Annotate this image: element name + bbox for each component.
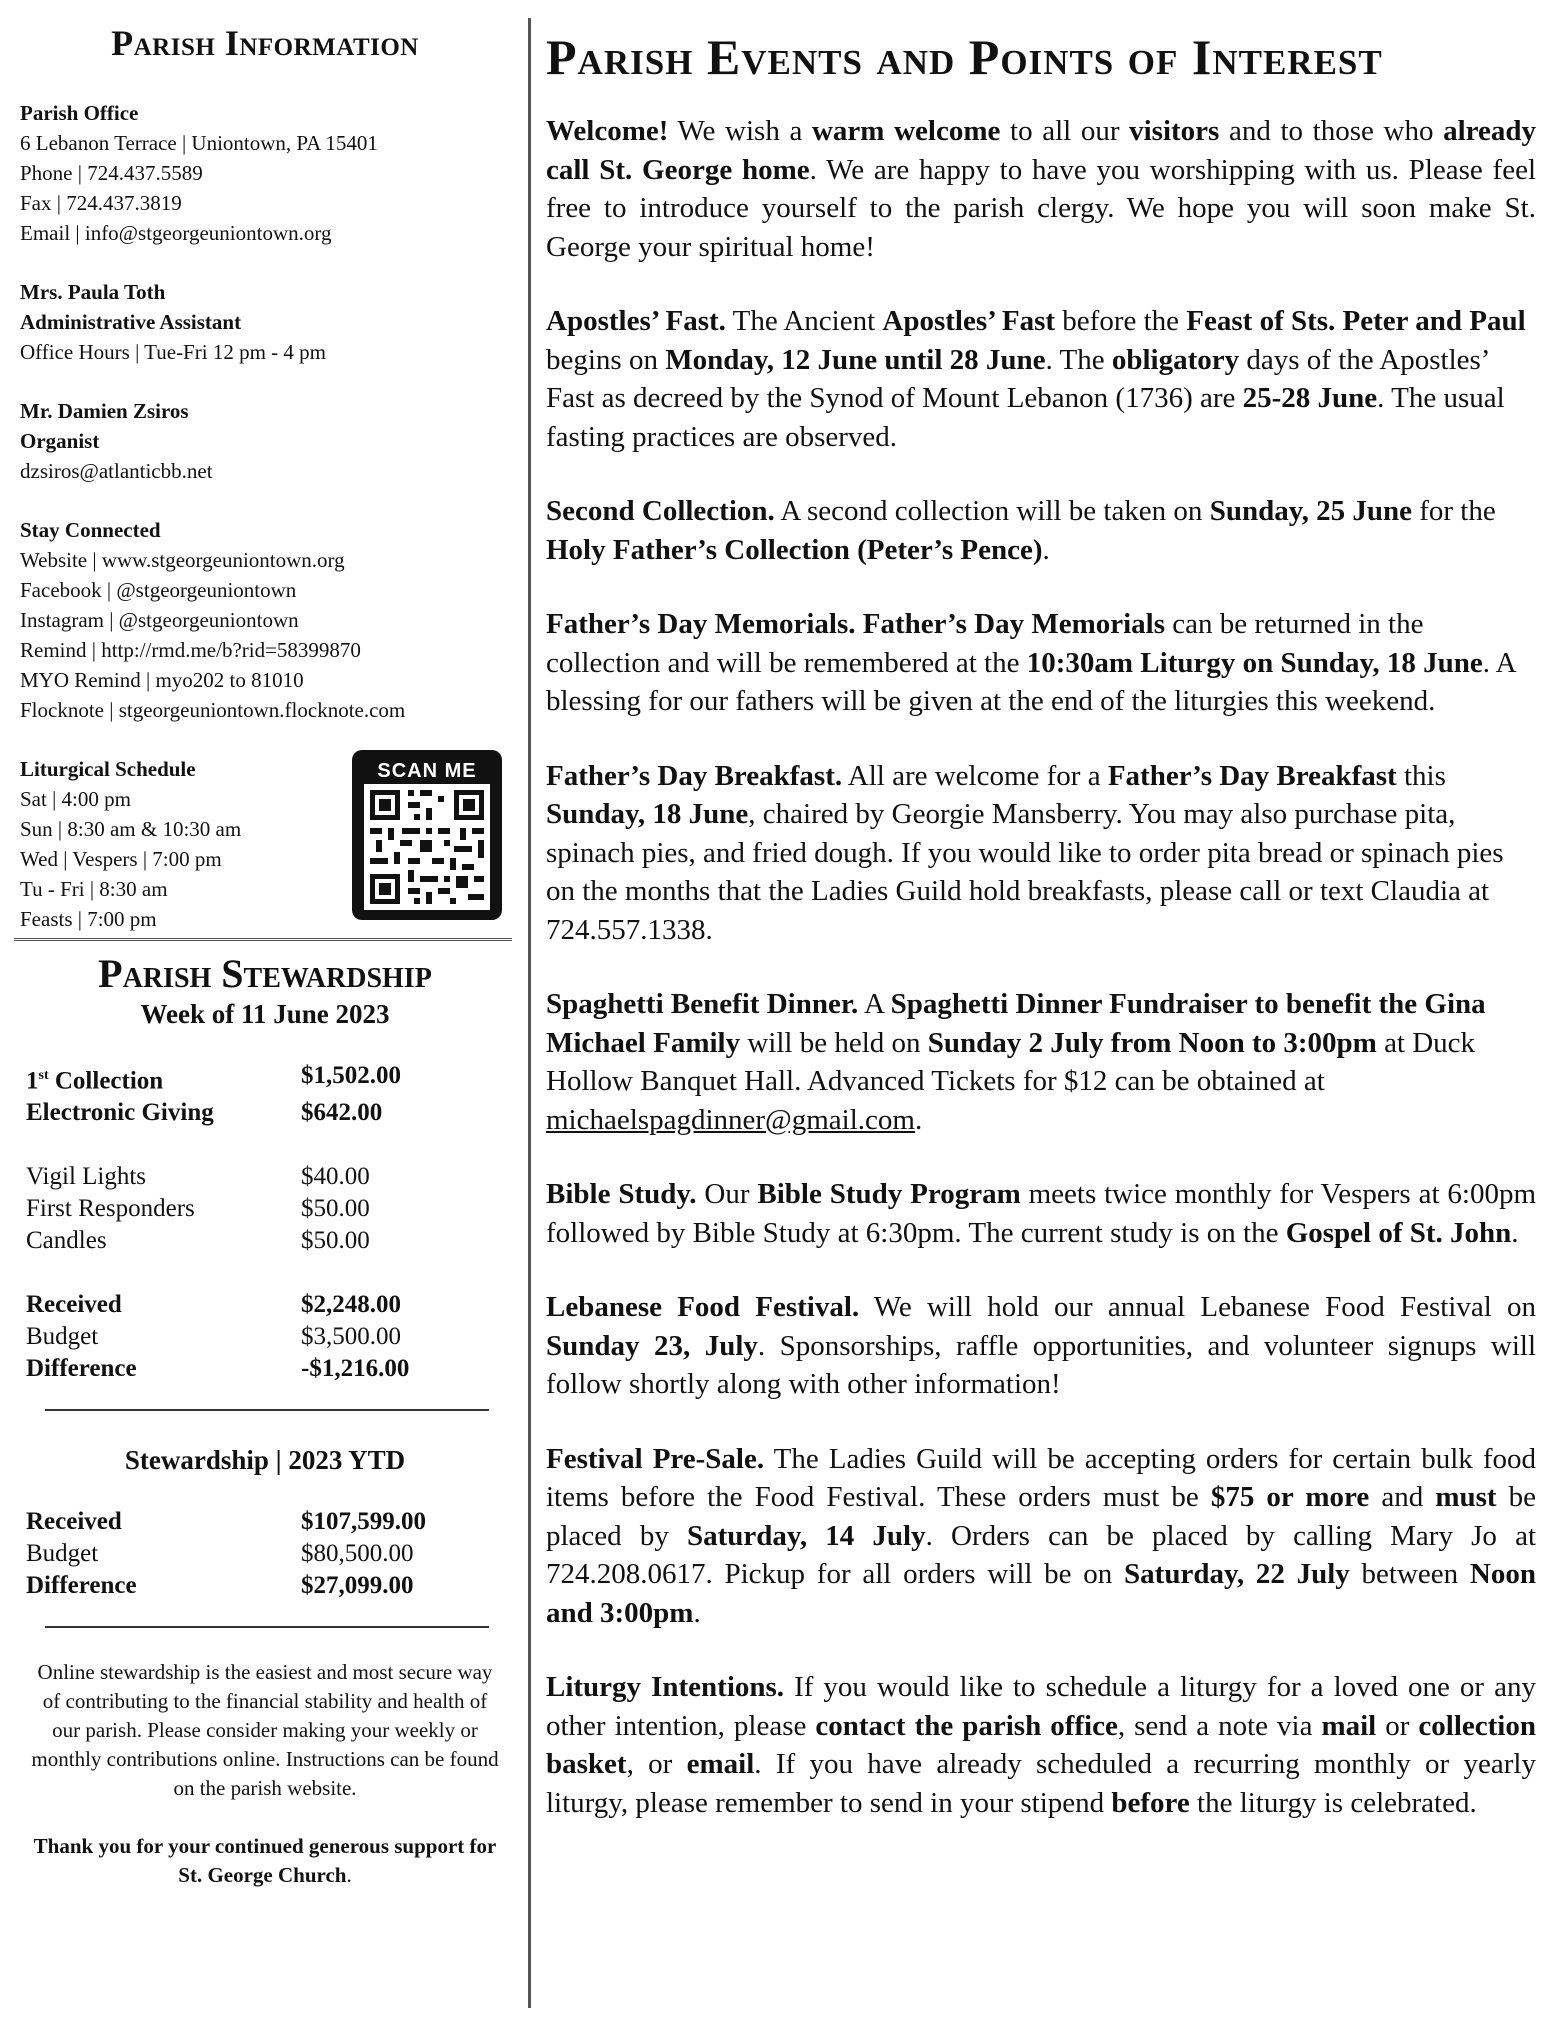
budget-row [20,1321,510,1353]
budget-label: Budget [26,1323,99,1351]
first-collection-value: $1,502.00 [301,1062,401,1089]
admin-name: Mrs. Paula Toth [20,280,166,304]
difference-label: Difference [26,1355,137,1383]
flocknote-line: Flocknote | stgeorgeuniontown.flocknote.com [20,698,406,722]
admin-role: Administrative Assistant [20,310,242,334]
parish-stewardship [20,950,510,1890]
qr-code-icon [364,784,490,910]
ytd-difference-label: Difference [26,1572,137,1600]
fathers-day-breakfast-item: Father’s Day Breakfast. All are welcome for a Father’s Day Breakfast this Sunday, 18 June, chaired by Georgie Mansberry. You may also purchase pita, spinach pies, and fried dough. If you would like to order pita bread or spinach pies on the months that the Ladies Guild hold breakfasts, please call or text Claudia at 724.557.1338. [546,759,1504,946]
budget-value: $3,500.00 [301,1323,401,1351]
first-collection-row [20,1060,510,1097]
spaghetti-email-link[interactable]: michaelspagdinner@gmail.com [546,1103,915,1136]
candles-value: $50.00 [301,1227,370,1255]
first-responders-label: First Responders [26,1195,195,1223]
stewardship-separator-2 [45,1626,489,1628]
electronic-giving-label: Electronic Giving [26,1099,214,1127]
ytd-title: Stewardship | 2023 YTD [124,1445,406,1476]
first-responders-row [20,1193,510,1225]
parish-information-title: Parish Information [111,23,419,63]
office-hours: Office Hours | Tue-Fri 12 pm - 4 pm [20,340,326,364]
schedule-heading: Liturgical Schedule [20,757,196,781]
schedule-sat: Sat | 4:00 pm [20,787,131,811]
organist-name: Mr. Damien Zsiros [20,399,189,423]
remind-line: Remind | http://rmd.me/b?rid=58399870 [20,638,361,662]
liturgy-intentions-item: Liturgy Intentions. If you would like to schedule a liturgy for a loved one or any other intention, please contact the parish office, send a note via mail or collection basket, or email. If you have already scheduled a recurring monthly or yearly liturgy, please remember to send in your stipend before the liturgy is celebrated. [546,1671,1536,1819]
online-stewardship-note: Online stewardship is the easiest and most secure way of contributing to the financial stability and health of our parish. Please consider making your weekly or monthly contributions online. Instructions can be found on the parish website. [31,1660,499,1801]
ytd-received-row [20,1506,510,1538]
first-collection-label: 1st Collection [26,1067,164,1095]
difference-value: -$1,216.00 [301,1355,410,1383]
facebook-line: Facebook | @stgeorgeuniontown [20,578,297,602]
office-address: 6 Lebanon Terrace | Uniontown, PA 15401 [20,131,378,155]
second-collection-item: Second Collection. A second collection will be taken on Sunday, 25 June for the Holy Father’s Collection (Peter’s Pence). [546,495,1496,566]
instagram-line: Instagram | @stgeorgeuniontown [20,608,299,632]
ytd-difference-row [20,1570,510,1602]
festival-presale-item: Festival Pre-Sale. The Ladies Guild will be accepting orders for certain bulk food items before the Food Festival. These orders must be $75 or more and must be placed by Saturday, 14 July. Orders can be placed by calling Mary Jo at 724.208.0617. Pickup for all orders will be on Saturday, 22 July between Noon and 3:00pm. [546,1442,1537,1629]
received-value: $2,248.00 [301,1291,401,1319]
organist-block [20,396,510,486]
received-label: Received [26,1291,122,1319]
ytd-budget-row [20,1538,510,1570]
bible-study-item: Bible Study. Our Bible Study Program meets twice monthly for Vespers at 6:00pm followed by Bible Study at 6:30pm. The current study is on the Gospel of St. John. [546,1178,1536,1249]
schedule-feasts: Feasts | 7:00 pm [20,907,157,931]
stay-connected-heading: Stay Connected [20,518,161,542]
vigil-lights-row [20,1161,510,1193]
thank-you-note: Thank you for your continued generous support for St. George Church. [33,1834,497,1888]
food-festival-item: Lebanese Food Festival. We will hold our annual Lebanese Food Festival on Sunday 23, July. Sponsorships, raffle opportunities, and volunteer signups will follow shortly along with other information! [546,1291,1537,1400]
schedule-sun: Sun | 8:30 am & 10:30 am [20,817,242,841]
ytd-budget-value: $80,500.00 [301,1540,414,1568]
office-email: Email | info@stgeorgeuniontown.org [20,221,332,245]
difference-row [20,1353,510,1385]
section-rule [14,938,512,941]
qr-code [352,750,502,920]
schedule-tufri: Tu - Fri | 8:30 am [20,877,168,901]
stay-connected-block [20,515,510,725]
parish-information [20,22,510,934]
column-divider [528,18,531,2008]
website-line: Website | www.stgeorgeuniontown.org [20,548,345,572]
fathers-day-memorials-item: Father’s Day Memorials. Father’s Day Memorials can be returned in the collection and will be remembered at the 10:30am Liturgy on Sunday, 18 June. A blessing for our fathers will be given at the end of the liturgies this weekend. [546,608,1516,717]
parish-office-heading: Parish Office [20,101,139,125]
office-phone: Phone | 724.437.5589 [20,161,203,185]
stewardship-title: Parish Stewardship [98,951,432,996]
vigil-lights-value: $40.00 [301,1163,370,1191]
parish-office-block [20,98,510,248]
myo-remind-line: MYO Remind | myo202 to 81010 [20,668,304,692]
candles-label: Candles [26,1227,107,1255]
ytd-received-value: $107,599.00 [301,1508,426,1536]
electronic-giving-row [20,1097,510,1129]
apostles-fast-item: Apostles’ Fast. The Ancient Apostles’ Fast before the Feast of Sts. Peter and Paul begins on Monday, 12 June until 28 June. The obligatory days of the Apostles’ Fast as decreed by the Synod of Mount Lebanon (1736) are 25-28 June. The usual fasting practices are observed. [546,305,1526,453]
spaghetti-dinner-item: Spaghetti Benefit Dinner. A Spaghetti Dinner Fundraiser to benefit the Gina Michael Family will be held on Sunday 2 July from Noon to 3:00pm at Duck Hollow Banquet Hall. Advanced Tickets for $12 can be obtained at michaelspagdinner@gmail.com. [546,988,1486,1136]
stewardship-separator [45,1409,489,1411]
first-responders-value: $50.00 [301,1195,370,1223]
parish-events [546,28,1536,1858]
organist-email: dzsiros@atlanticbb.net [20,459,213,483]
admin-block [20,277,510,367]
ytd-budget-label: Budget [26,1540,99,1568]
received-row [20,1289,510,1321]
vigil-lights-label: Vigil Lights [26,1163,147,1191]
candles-row [20,1225,510,1257]
schedule-wed: Wed | Vespers | 7:00 pm [20,847,222,871]
ytd-difference-value: $27,099.00 [301,1572,414,1600]
office-fax: Fax | 724.437.3819 [20,191,182,215]
liturgical-schedule-block [20,754,510,934]
welcome-item: Welcome! We wish a warm welcome to all our visitors and to those who already call St. George home. We are happy to have you worshipping with us. Please feel free to introduce yourself to the parish clergy. We hope you will soon make St. George your spiritual home! [546,115,1537,263]
stewardship-week: Week of 11 June 2023 [140,999,390,1029]
electronic-giving-value: $642.00 [301,1099,383,1127]
organist-role: Organist [20,429,100,453]
scan-me-label: SCAN ME [377,760,477,782]
events-title: Parish Events and Points of Interest [546,29,1383,85]
ytd-received-label: Received [26,1508,122,1536]
